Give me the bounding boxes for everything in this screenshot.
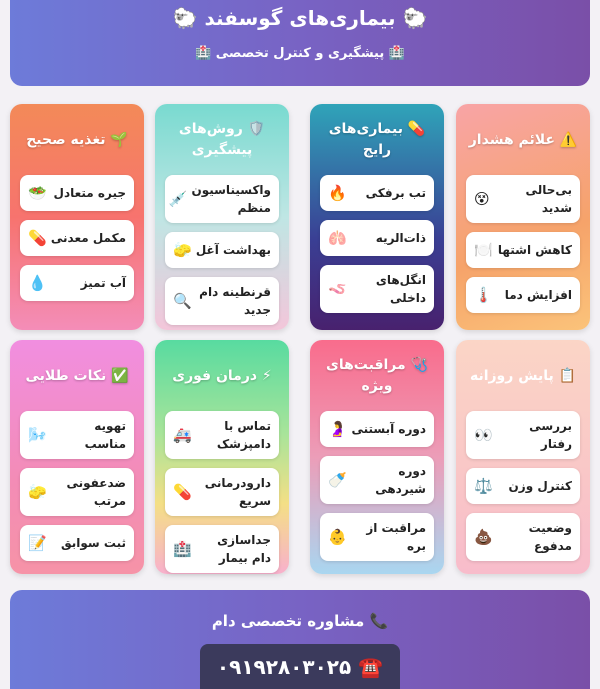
item-label: بهداشت آغل (195, 243, 271, 257)
item-label: دوره آبستنی (351, 422, 426, 436)
hospital-icon: 🏥 (173, 540, 192, 558)
plate-icon: 🍽️ (474, 241, 493, 259)
lungs-icon: 🫁 (328, 229, 347, 247)
item-label: ذات‌الریه (375, 231, 426, 245)
card-daily-monitoring (456, 340, 590, 574)
item-label: بررسی رفتار (529, 419, 572, 451)
list-item (165, 525, 279, 573)
item-label: ضدعفونی مرتب (66, 476, 126, 508)
wind-icon: 🌬️ (28, 426, 47, 444)
list-item (20, 220, 134, 256)
card-title: 💊 بیماری‌های رایج (328, 121, 426, 158)
dizzy-face-icon: 😵 (474, 190, 490, 208)
scale-icon: ⚖️ (474, 477, 493, 495)
list-item (20, 175, 134, 211)
item-label: واکسیناسیون منظم (191, 183, 271, 215)
list-item (320, 513, 434, 561)
list-item (466, 232, 580, 268)
item-label: تهویه مناسب (84, 419, 126, 451)
list-item (165, 277, 279, 325)
item-label: کاهش اشتها (497, 243, 572, 257)
memo-icon: 📝 (28, 534, 47, 552)
card-common-diseases (310, 104, 444, 330)
item-label: انگل‌های داخلی (375, 273, 426, 305)
card-title: ✅ نکات طلایی (25, 367, 129, 384)
fire-icon: 🔥 (328, 184, 347, 202)
list-item (466, 513, 580, 561)
page-subtitle: 🏥 پیشگیری و کنترل تخصصی 🏥 (195, 46, 405, 61)
list-item (20, 411, 134, 459)
list-item (165, 411, 279, 459)
magnifier-icon: 🔍 (173, 292, 192, 310)
card-emergency-treatment (155, 340, 289, 574)
item-label: تب برفکی (365, 186, 426, 200)
pill-icon: 💊 (173, 483, 192, 501)
card-title: ⚠️ علائم هشدار (468, 131, 578, 148)
phone-number[interactable]: ☎️ ۰۹۱۹۲۸۰۳۰۲۵ (216, 654, 384, 679)
list-item (165, 468, 279, 516)
list-item (466, 175, 580, 223)
list-item (466, 277, 580, 313)
card-title: 🌱 تغذیه صحیح (26, 131, 128, 148)
item-label: دارودرمانی سریع (204, 476, 271, 508)
list-item (165, 175, 279, 223)
syringe-icon: 💉 (168, 190, 188, 208)
list-item (320, 175, 434, 211)
list-item (466, 411, 580, 459)
phone-number-button[interactable] (200, 644, 400, 689)
item-label: وضعیت مدفوع (528, 521, 572, 553)
ambulance-icon: 🚑 (173, 426, 192, 444)
thermometer-icon: 🌡️ (474, 286, 493, 304)
item-label: بی‌حالی شدید (525, 183, 572, 215)
list-item (20, 468, 134, 516)
pill-icon: 💊 (28, 229, 47, 247)
item-label: آب تمیز (80, 276, 126, 290)
item-label: جداسازی دام بیمار (217, 533, 271, 565)
page-title: 🐑 بیماری‌های گوسفند 🐑 (172, 6, 428, 30)
list-item (320, 411, 434, 447)
card-golden-tips (10, 340, 144, 574)
card-title: 📋 پایش روزانه (469, 367, 577, 384)
card-title: 🛡️ روش‌های پیشگیری (178, 121, 266, 158)
water-drop-icon: 💧 (28, 274, 47, 292)
item-label: ثبت سوابق (60, 536, 126, 550)
page-header (10, 0, 590, 86)
footer-title: 📞 مشاوره تخصصی دام (211, 612, 389, 630)
list-item (320, 265, 434, 313)
item-label: دوره شیردهی (375, 464, 426, 496)
card-title: ⚡ درمان فوری (172, 367, 272, 384)
pregnant-icon: 🤰 (328, 420, 347, 438)
card-nutrition (10, 104, 144, 330)
card-title: 🩺 مراقبت‌های ویژه (326, 357, 428, 394)
sponge-icon: 🧽 (173, 241, 192, 259)
list-item (20, 265, 134, 301)
item-label: تماس با دامپزشک (216, 419, 271, 451)
baby-bottle-icon: 🍼 (328, 471, 347, 489)
item-label: مکمل معدنی (50, 231, 126, 245)
list-item (320, 456, 434, 504)
item-label: جیره متعادل (53, 186, 126, 200)
poop-icon: 💩 (474, 528, 493, 546)
list-item (320, 220, 434, 256)
card-prevention (155, 104, 289, 330)
list-item (20, 525, 134, 561)
salad-icon: 🥗 (28, 184, 47, 202)
item-label: افزایش دما (504, 288, 572, 302)
card-warning-signs (456, 104, 590, 330)
sponge-icon: 🧽 (28, 483, 47, 501)
item-label: کنترل وزن (508, 479, 572, 493)
list-item (165, 232, 279, 268)
card-special-care (310, 340, 444, 574)
consultation-footer (10, 590, 590, 689)
item-label: مراقبت از بره (366, 521, 426, 553)
list-item (466, 468, 580, 504)
eyes-icon: 👀 (474, 426, 493, 444)
baby-icon: 👶 (328, 528, 347, 546)
worm-icon: 🪱 (328, 280, 347, 298)
item-label: قرنطینه دام جدید (199, 285, 271, 317)
